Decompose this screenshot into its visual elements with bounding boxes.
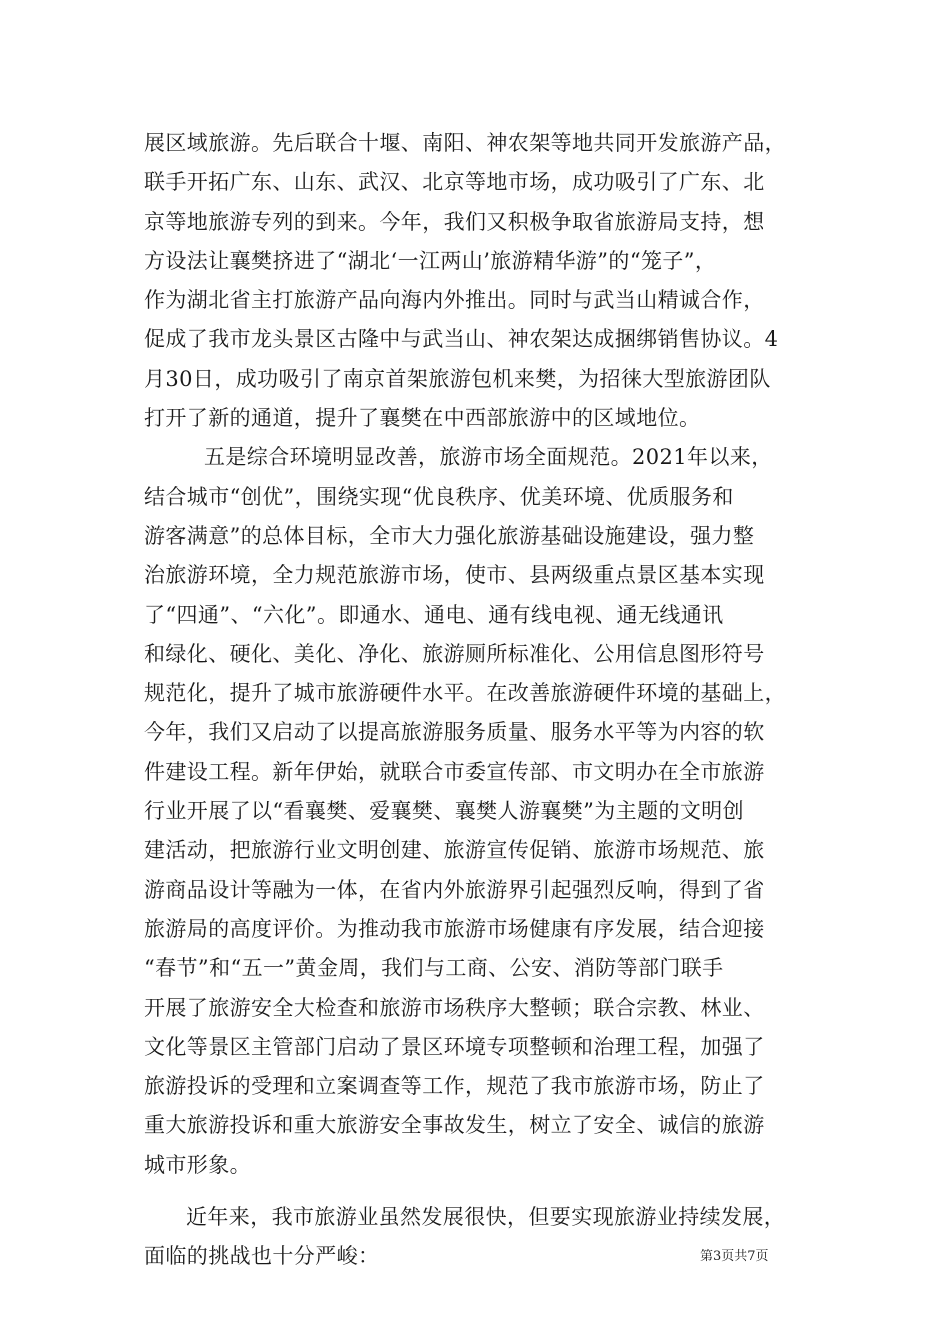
text-line: 近年来，我市旅游业虽然发展很快，但要实现旅游业持续发展， (186, 1205, 786, 1230)
text-line: 展区域旅游。先后联合十堰、南阳、神农架等地共同开发旅游产品， (144, 131, 786, 155)
body-text (144, 124, 824, 1277)
text-line: 联手开拓广东、山东、武汉、北京等地市场，成功吸引了广东、北 (144, 170, 765, 195)
text-line: 建活动，把旅游行业文明创建、旅游宣传促销、旅游市场规范、旅 (144, 838, 765, 863)
text-line: 月30日，成功吸引了南京首架旅游包机来樊，为招徕大型旅游团队 (144, 366, 771, 391)
text-line: 结合城市“创优”，围绕实现“优良秩序、优美环境、优质服务和 (144, 484, 734, 509)
paragraph-regional-tourism (144, 124, 824, 438)
text-line: 重大旅游投诉和重大旅游安全事故发生，树立了安全、诚信的旅游 (144, 1113, 765, 1138)
text-line: 了“四通”、“六化”。即通水、通电、通有线电视、通无线通讯 (144, 602, 724, 627)
text-line: 作为湖北省主打旅游产品向海内外推出。同时与武当山精诚合作， (144, 288, 765, 313)
text-line: 文化等景区主管部门启动了景区环境专项整顿和治理工程，加强了 (144, 1034, 765, 1059)
paragraph-environment-improvement (144, 438, 824, 1185)
text-line: “春节”和“五一”黄金周，我们与工商、公安、消防等部门联手 (144, 956, 724, 981)
text-line: 旅游投诉的受理和立案调查等工作，规范了我市旅游市场，防止了 (144, 1074, 765, 1099)
text-line: 城市形象。 (144, 1152, 251, 1177)
text-line: 治旅游环境，全力规范旅游市场，使市、县两级重点景区基本实现 (144, 563, 765, 588)
text-line: 方设法让襄樊挤进了“湖北‘一江两山’旅游精华游”的“笼子”， (144, 248, 717, 273)
text-line: 打开了新的通道，提升了襄樊在中西部旅游中的区域地位。 (144, 406, 701, 431)
text-line: 件建设工程。新年伊始，就联合市委宣传部、市文明办在全市旅游 (144, 759, 765, 784)
text-line: 旅游局的高度评价。为推动我市旅游市场健康有序发展，结合迎接 (144, 916, 765, 941)
text-line: 和绿化、硬化、美化、净化、旅游厕所标准化、公用信息图形符号 (144, 641, 765, 666)
text-line: 规范化，提升了城市旅游硬件水平。在改善旅游硬件环境的基础上， (144, 681, 786, 706)
text-line: 开展了旅游安全大检查和旅游市场秩序大整顿；联合宗教、林业、 (144, 995, 765, 1020)
text-line: 京等地旅游专列的到来。今年，我们又积极争取省旅游局支持，想 (144, 209, 765, 234)
text-line: 游客满意”的总体目标，全市大力强化旅游基础设施建设，强力整 (144, 523, 755, 548)
text-line: 五是综合环境明显改善，旅游市场全面规范。2021年以来， (204, 445, 773, 470)
text-line: 游商品设计等融为一体，在省内外旅游界引起强烈反响，得到了省 (144, 877, 765, 902)
text-line: 行业开展了以“看襄樊、爱襄樊、襄樊人游襄樊”为主题的文明创 (144, 799, 745, 824)
page-number-footer: 第3页共7页 (700, 1249, 769, 1264)
text-line: 促成了我市龙头景区古隆中与武当山、神农架达成捆绑销售协议。4 (144, 327, 779, 352)
text-line: 面临的挑战也十分严峻： (144, 1244, 380, 1269)
text-line: 今年，我们又启动了以提高旅游服务质量、服务水平等为内容的软 (144, 720, 765, 745)
